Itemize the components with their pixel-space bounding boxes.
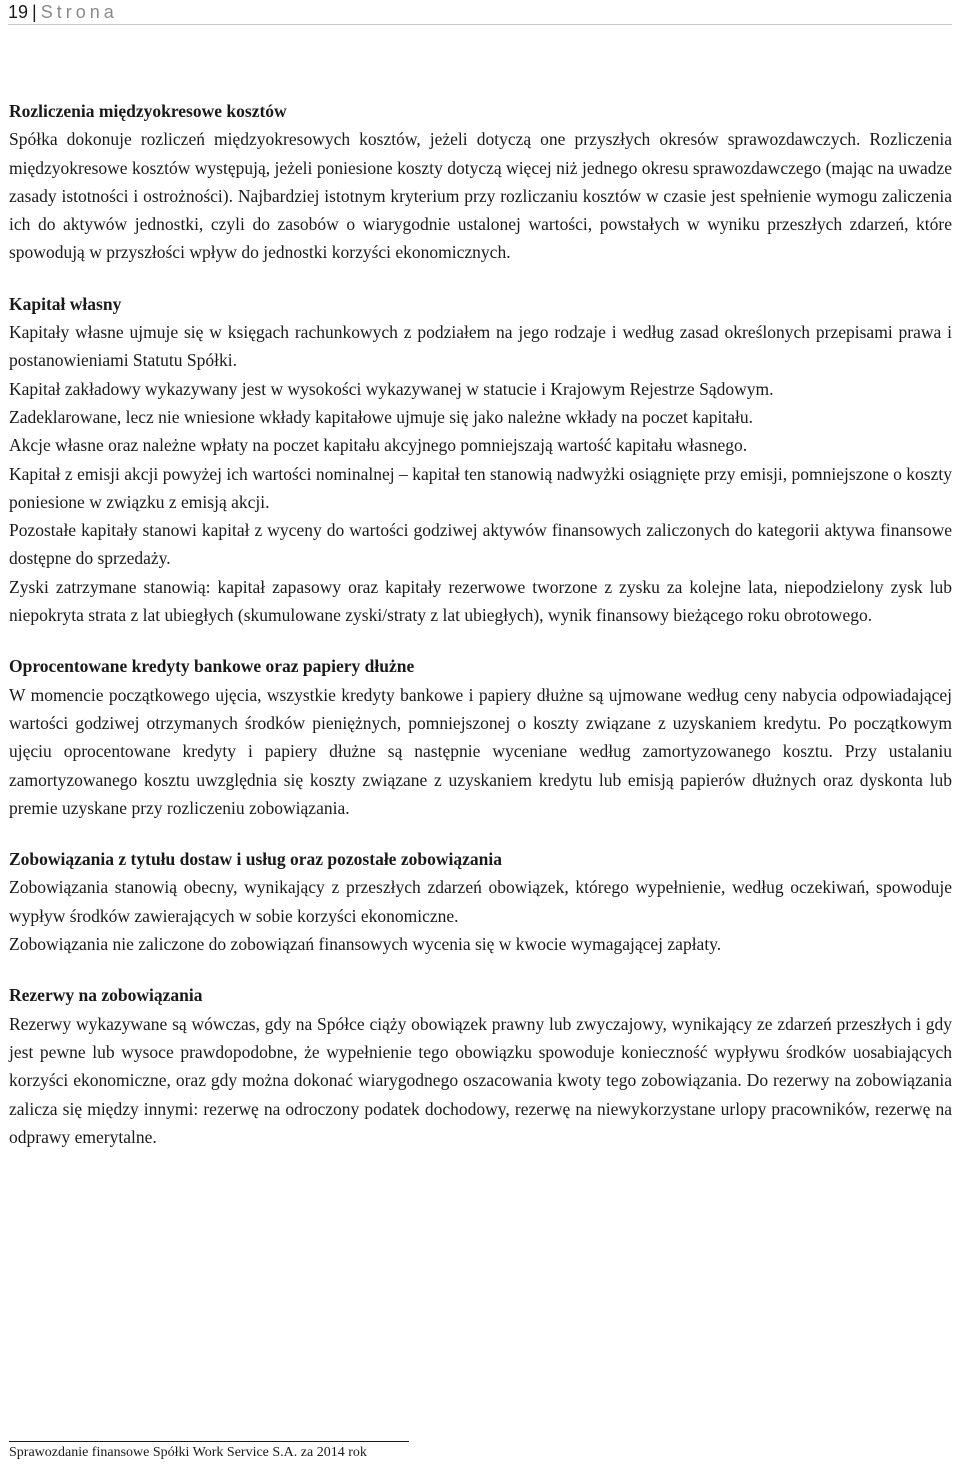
section-bank-loans (9, 652, 952, 822)
section-paragraph: Zobowiązania nie zaliczone do zobowiązań finansowych wycenia się w kwocie wymagającej zapłaty. (9, 934, 722, 955)
section-title: Rozliczenia międzyokresowe kosztów (9, 101, 287, 121)
section-trade-liabilities (9, 845, 952, 958)
section-title: Rezerwy na zobowiązania (9, 985, 203, 1006)
page-header (8, 0, 952, 25)
section-prepaid-costs (9, 97, 952, 267)
header-separator: | (32, 2, 37, 22)
section-paragraph: Kapitały własne ujmuje się w księgach rachunkowych z podziałem na jego rodzaje i według zasad określonych przepisami prawa i postanowieniami Statutu Spółki. (9, 322, 952, 371)
section-paragraph: Akcje własne oraz należne wpłaty na poczet kapitału akcyjnego pomniejszają wartość kapitału własnego. (9, 435, 748, 456)
section-paragraph: Pozostałe kapitały stanowi kapitał z wyceny do wartości godziwej aktywów finansowych zaliczonych do kategorii aktywa finansowe dostępne do sprzedaży. (9, 520, 952, 569)
section-paragraph: Zadeklarowane, lecz nie wniesione wkłady kapitałowe ujmuje się jako należne wkłady na poczet kapitału. (9, 406, 753, 427)
section-paragraph: Kapitał z emisji akcji powyżej ich wartości nominalnej – kapitał ten stanowią nadwyżki osiągnięte przy emisji, pomniejszone o koszty poniesione w związku z emisją akcji. (9, 463, 952, 512)
section-paragraph: Spółka dokonuje rozliczeń międzyokresowych kosztów, jeżeli dotyczą one przyszłych okresów sprawozdawczych. Rozliczenia międzyokresowe kosztów występują, jeżeli poniesione koszty dotyczą więcej niż jednego okresu sprawozdawczego (mając na uwadze zasady istotności i ostrożności). Najbardziej istotnym kryterium przy rozliczaniu kosztów w czasie jest spełnienie wymogu zaliczenia ich do aktywów jednostki, czyli do zasobów o wiarygodnie ustalonej wartości, powstałych w wyniku przeszłych zdarzeń, które spowodują w przyszłości wpływ do jednostki korzyści ekonomicznych. (9, 129, 952, 263)
section-paragraph: W momencie początkowego ujęcia, wszystkie kredyty bankowe i papiery dłużne są ujmowane według ceny nabycia odpowiadającej wartości godziwej otrzymanych środków pieniężnych, pomniejszonej o koszty związane z uzyskaniem kredytu. Po początkowym ujęciu oprocentowane kredyty i papiery dłużne są następnie wyceniane według zamortyzowanego kosztu. Przy ustalaniu zamortyzowanego kosztu uwzględnia się koszty związane z uzyskaniem kredytu lub emisją papierów dłużnych oraz dyskonta lub premie uzyskane przy rozliczeniu zobowiązania. (9, 684, 952, 818)
section-title: Oprocentowane kredyty bankowe oraz papiery dłużne (9, 656, 415, 677)
document-body (9, 97, 952, 1174)
section-paragraph: Kapitał zakładowy wykazywany jest w wysokości wykazywanej w statucie i Krajowym Rejestrze Sądowym. (9, 378, 774, 399)
section-title: Kapitał własny (9, 293, 122, 314)
section-paragraph: Zobowiązania stanowią obecny, wynikający z przeszłych zdarzeń obowiązek, którego wypełnienie, według oczekiwań, spowoduje wypływ środków zawierających w sobie korzyści ekonomiczne. (9, 877, 952, 926)
page-word: Strona (40, 2, 118, 22)
section-paragraph: Rezerwy wykazywane są wówczas, gdy na Spółce ciąży obowiązek prawny lub zwyczajowy, wynikający ze zdarzeń przeszłych i gdy jest pewne lub wysoce prawdopodobne, że wypełnienie tego obowiązku spowoduje konieczność wypływu środków uosabiających korzyści ekonomiczne, oraz gdy można dokonać wiarygodnego oszacowania kwoty tego zobowiązania. Do rezerwy na zobowiązania zalicza się między innymi: rezerwę na odroczony podatek dochodowy, rezerwę na niewykorzystane urlopy pracowników, rezerwę na odprawy emerytalne. (9, 1013, 952, 1147)
page-number: 19 (8, 2, 29, 22)
page-footer: Sprawozdanie finansowe Spółki Work Service S.A. za 2014 rok (9, 1445, 367, 1460)
section-title: Zobowiązania z tytułu dostaw i usług oraz pozostałe zobowiązania (9, 849, 502, 870)
section-equity (9, 290, 952, 630)
section-provisions (9, 981, 952, 1151)
section-paragraph: Zyski zatrzymane stanowią: kapitał zapasowy oraz kapitały rezerwowe tworzone z zysku za kolejne lata, niepodzielony zysk lub niepokryta strata z lat ubiegłych (skumulowane zyski/straty z lat ubiegłych), wynik finansowy bieżącego roku obrotowego. (9, 576, 952, 626)
